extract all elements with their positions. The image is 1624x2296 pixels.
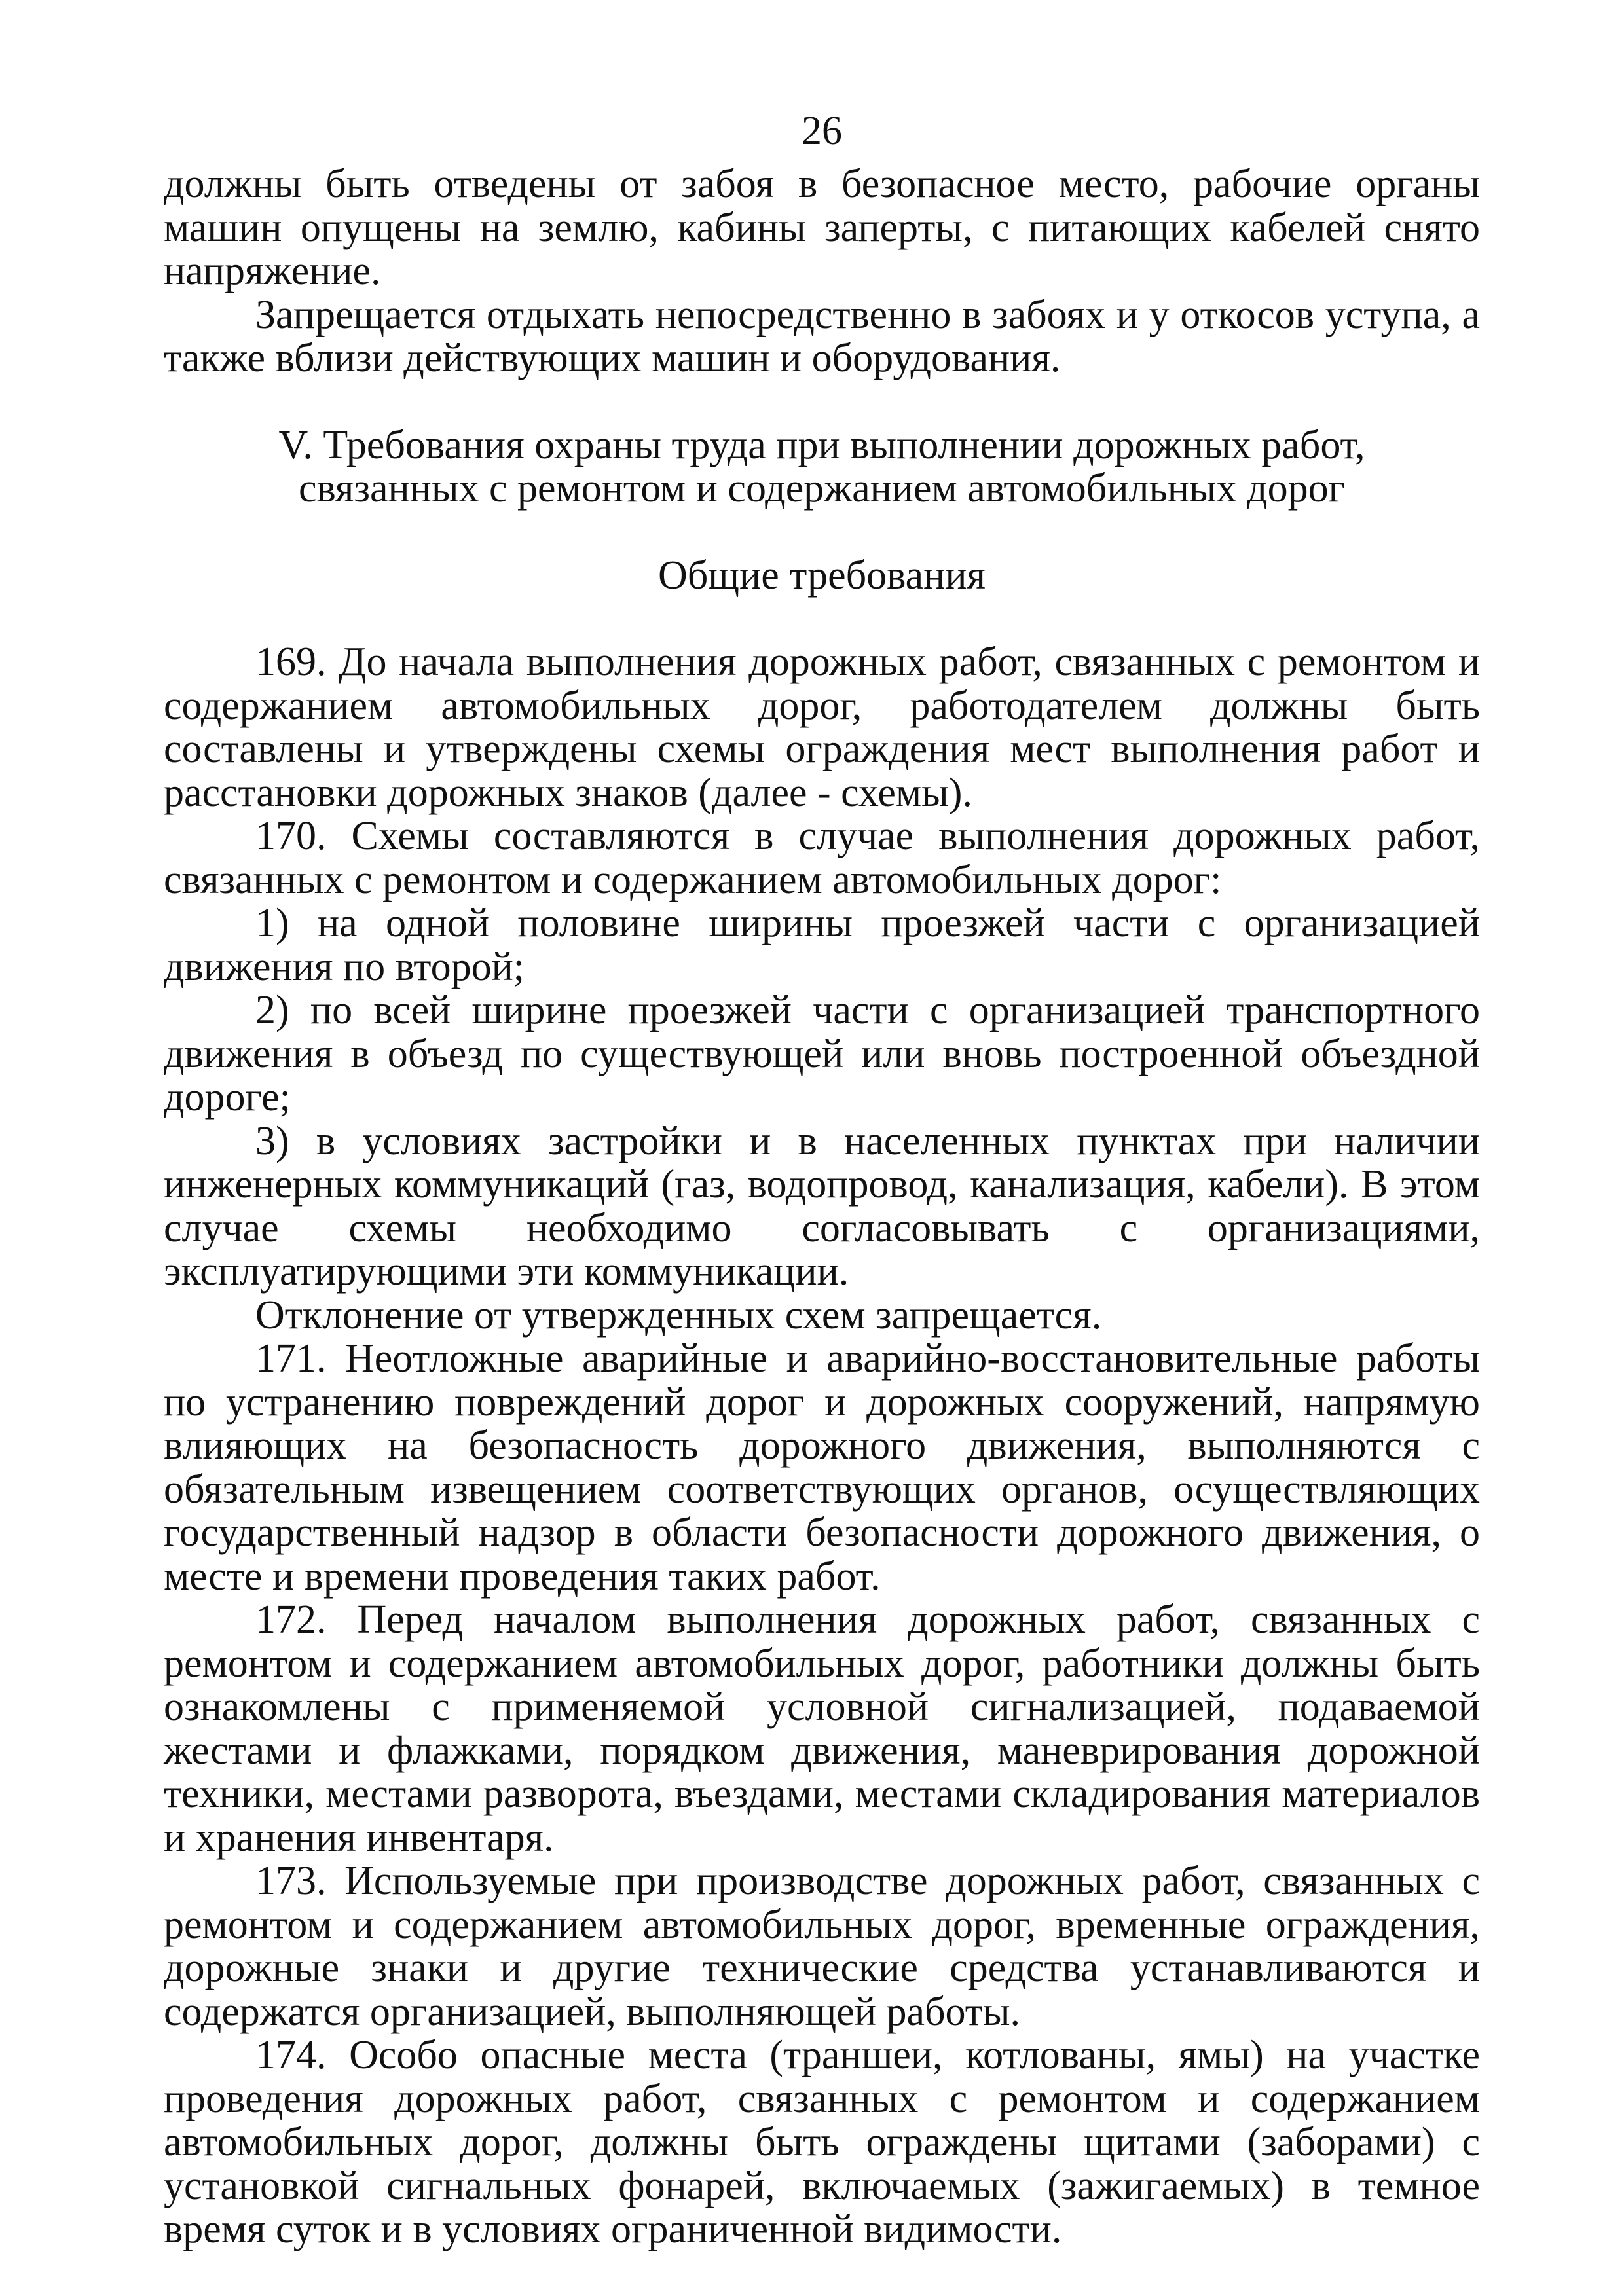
paragraph-172: 172. Перед началом выполнения дорожных работ, связанных с ремонтом и содержанием автомобильных дорог, работники должны быть ознакомлены с применяемой условной сигнализацией, подаваемой жестами и флажками, порядком движения, маневрирования дорожной техники, местами разворота, въездами, местами складирования материалов и хранения инвентаря.: [164, 1597, 1480, 1860]
paragraph-170: 170. Схемы составляются в случае выполнения дорожных работ, связанных с ремонтом и содержанием автомобильных дорог:: [164, 814, 1480, 902]
section-title-line-2: связанных с ремонтом и содержанием автомобильных дорог: [298, 466, 1346, 511]
paragraph-173: 173. Используемые при производстве дорожных работ, связанных с ремонтом и содержанием автомобильных дорог, временные ограждения, дорожные знаки и другие технические средства устанавливаются и содержатся организацией, выполняющей работы.: [164, 1859, 1480, 2034]
section-title-line-1: V. Требования охраны труда при выполнении дорожных работ,: [278, 422, 1365, 467]
intro-paragraph-rest-prohibition: Запрещается отдыхать непосредственно в забоях и у откосов уступа, а также вблизи действующих машин и оборудования.: [164, 292, 1480, 380]
list-item-1: 1) на одной половине ширины проезжей части с организацией движения по второй;: [164, 901, 1480, 989]
list-item-3: 3) в условиях застройки и в населенных пунктах при наличии инженерных коммуникаций (газ, водопровод, канализация, кабели). В этом случае схемы необходимо согласовывать с организациями, эксплуатирующими эти коммуникации.: [164, 1118, 1480, 1294]
document-page: [164, 105, 1480, 2251]
section-title: [164, 424, 1480, 511]
paragraph-169: 169. До начала выполнения дорожных работ, связанных с ремонтом и содержанием автомобильных дорог, работодателем должны быть составлены и утверждены схемы ограждения мест выполнения работ и расстановки дорожных знаков (далее - схемы).: [164, 640, 1480, 815]
paragraph-174: 174. Особо опасные места (траншеи, котлованы, ямы) на участке проведения дорожных работ, связанных с ремонтом и содержанием автомобильных дорог, должны быть ограждены щитами (заборами) с установкой сигнальных фонарей, включаемых (зажигаемых) в темное время суток и в условиях ограниченной видимости.: [164, 2033, 1480, 2251]
paragraph-171: 171. Неотложные аварийные и аварийно-восстановительные работы по устранению повреждений дорог и дорожных сооружений, напрямую влияющих на безопасность дорожного движения, выполняются с обязательным извещением соответствующих органов, осуществляющих государственный надзор в области безопасности дорожного движения, о месте и времени проведения таких работ.: [164, 1336, 1480, 1599]
page-number: 26: [802, 109, 842, 153]
paragraph-deviation-prohibited: Отклонение от утвержденных схем запрещается.: [255, 1292, 1102, 1338]
list-item-2: 2) по всей ширине проезжей части с организацией транспортного движения в объезд по существующей или вновь построенной объездной дороге;: [164, 988, 1480, 1120]
subsection-title: Общие требования: [657, 553, 986, 598]
intro-paragraph-continuation: должны быть отведены от забоя в безопасное место, рабочие органы машин опущены на землю, кабины заперты, с питающих кабелей снято напряжение.: [164, 162, 1480, 293]
